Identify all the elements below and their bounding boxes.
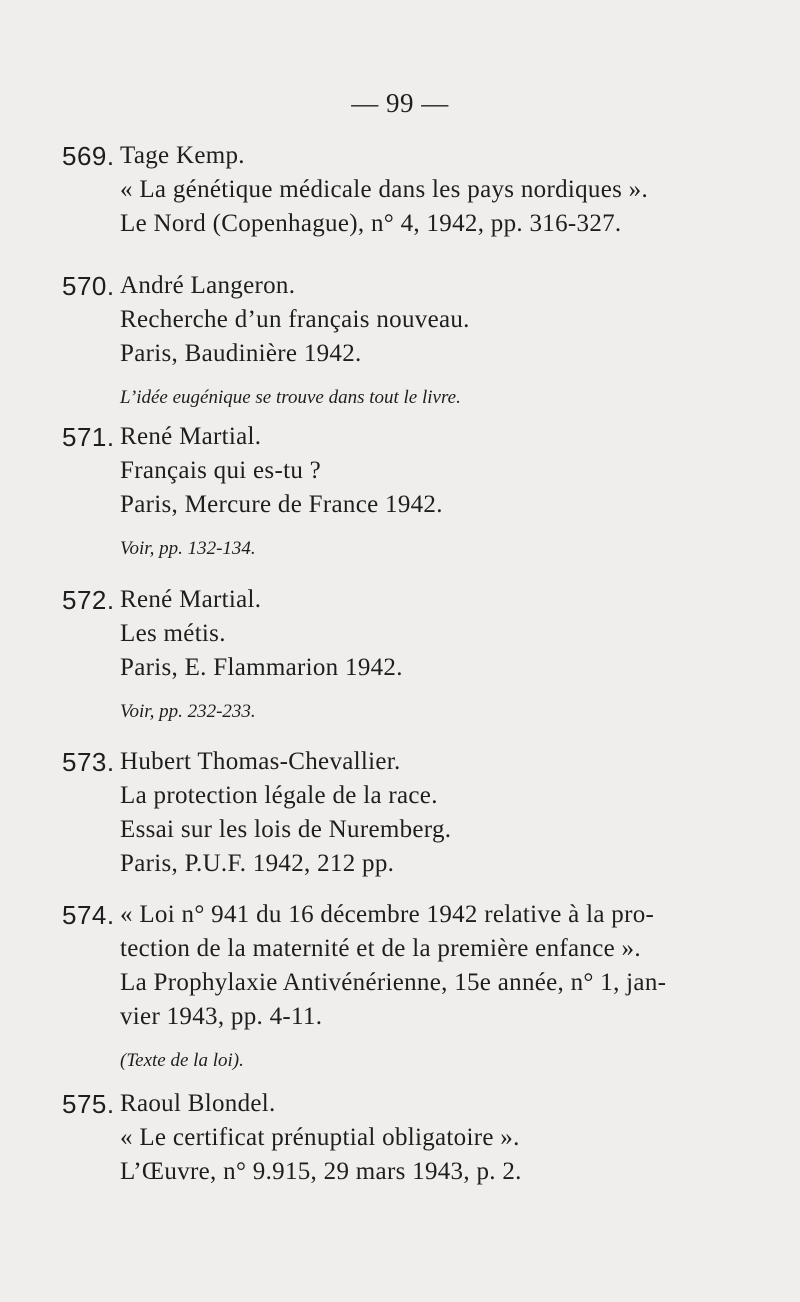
entry-line: Paris, Mercure de France 1942.: [120, 491, 443, 518]
entry-line: René Martial.: [120, 586, 262, 613]
entry-number: 575.: [62, 1089, 115, 1119]
entry-note: (Texte de la loi).: [120, 1050, 244, 1071]
entry-note: Voir, pp. 232-233.: [120, 701, 256, 722]
entry-line: Paris, E. Flammarion 1942.: [120, 654, 403, 681]
entry-body: [120, 745, 782, 881]
entry-number: 573.: [62, 747, 115, 777]
entry-line: vier 1943, pp. 4-11.: [120, 1003, 323, 1030]
entry-line: « Loi n° 941 du 16 décembre 1942 relative à la pro-: [120, 901, 655, 928]
entry-body: [120, 269, 782, 411]
entry-body: [120, 583, 782, 725]
entry-line: L’Œuvre, n° 9.915, 29 mars 1943, p. 2.: [120, 1158, 522, 1185]
entry-number: 570.: [62, 271, 115, 301]
entry-line: La Prophylaxie Antivénérienne, 15e année, n° 1, jan-: [120, 969, 667, 996]
entry-line: Les métis.: [120, 620, 226, 647]
entry-body: [120, 420, 782, 562]
entry-line: René Martial.: [120, 423, 262, 450]
entry-line: André Langeron.: [120, 272, 296, 299]
entry-line: Paris, P.U.F. 1942, 212 pp.: [120, 850, 395, 877]
entry-line: Paris, Baudinière 1942.: [120, 340, 362, 367]
entry-line: Recherche d’un français nouveau.: [120, 306, 470, 333]
page-number: — 99 —: [351, 88, 449, 118]
entry-line: « La génétique médicale dans les pays nordiques ».: [120, 176, 649, 203]
entry-body: [120, 898, 782, 1074]
entry-line: La protection légale de la race.: [120, 782, 438, 809]
entry-number: 569.: [62, 141, 115, 171]
entry-line: « Le certificat prénuptial obligatoire ».: [120, 1124, 520, 1151]
entry-number: 571.: [62, 422, 115, 452]
entry-number: 572.: [62, 585, 115, 615]
entry-line: Le Nord (Copenhague), n° 4, 1942, pp. 316-327.: [120, 210, 622, 237]
entry-number: 574.: [62, 900, 115, 930]
entry-line: Essai sur les lois de Nuremberg.: [120, 816, 452, 843]
entry-line: Raoul Blondel.: [120, 1090, 276, 1117]
entry-note: L’idée eugénique se trouve dans tout le livre.: [120, 387, 461, 408]
entry-line: Hubert Thomas-Chevallier.: [120, 748, 401, 775]
entry-body: [120, 1087, 782, 1189]
entry-body: [120, 139, 782, 241]
entry-line: Tage Kemp.: [120, 142, 245, 169]
entry-line: tection de la maternité et de la première enfance ».: [120, 935, 641, 962]
entry-line: Français qui es-tu ?: [120, 457, 322, 484]
entry-note: Voir, pp. 132-134.: [120, 538, 256, 559]
